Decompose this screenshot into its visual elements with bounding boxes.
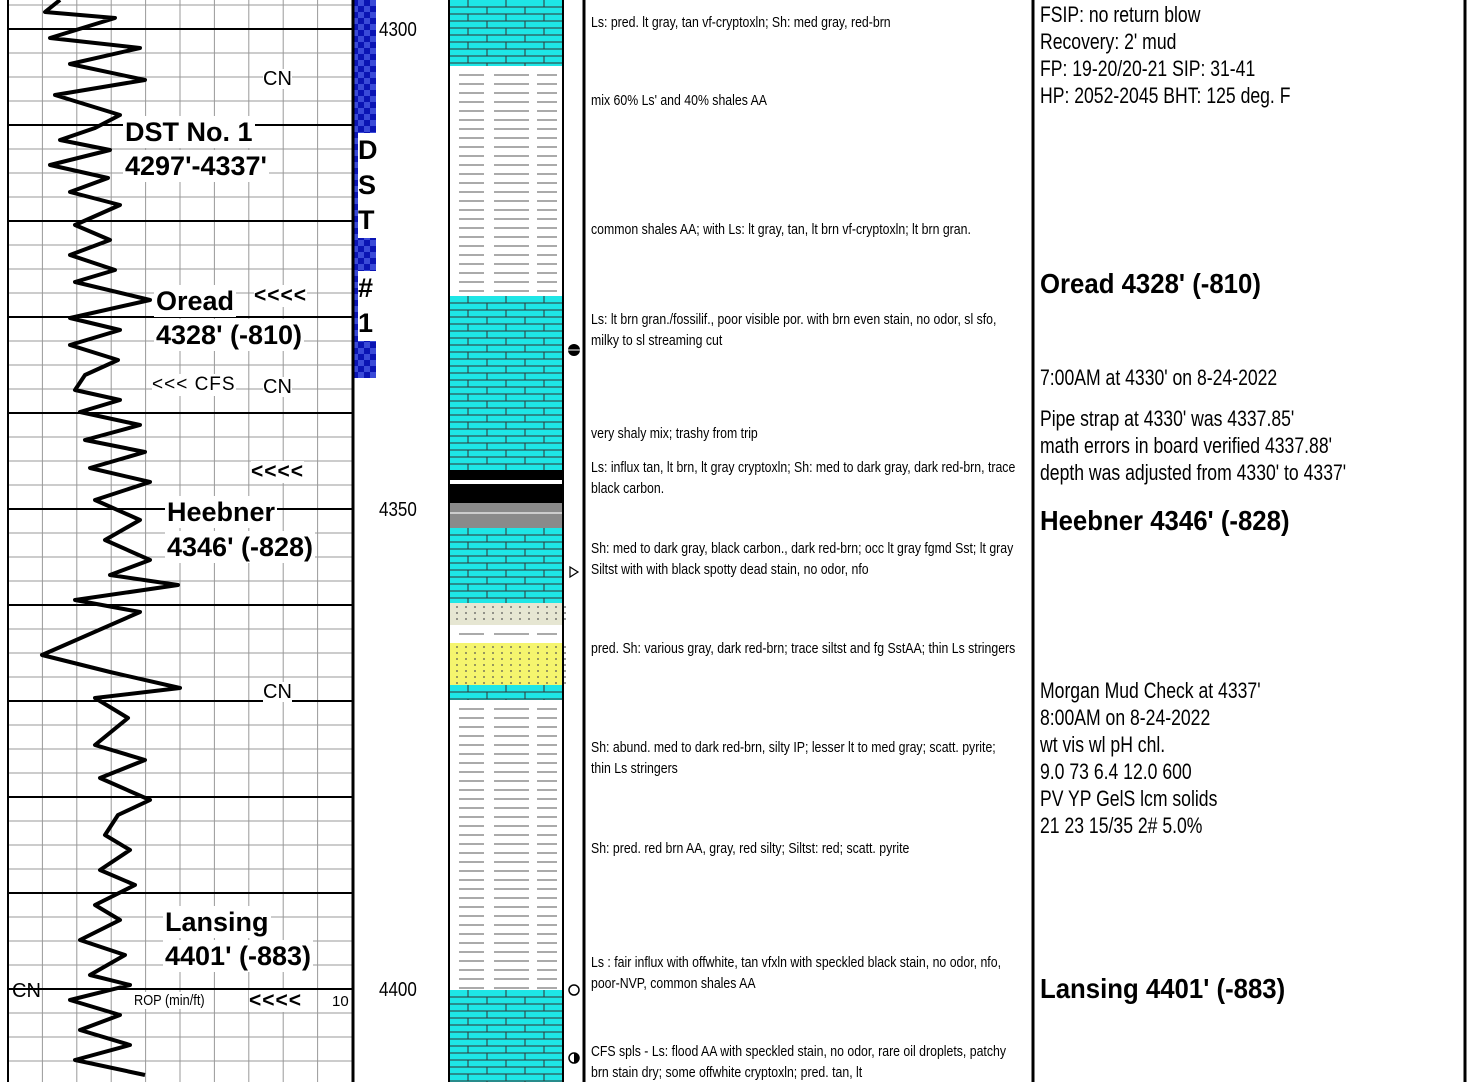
dst-cell bbox=[370, 360, 376, 366]
lith-desc-10: Sh: pred. red brn AA, gray, red silty; Siltst: red; scatt. pyrite bbox=[591, 840, 910, 857]
lith-segment-sandstone bbox=[449, 643, 563, 685]
dst-cell bbox=[358, 90, 364, 96]
dst-cell bbox=[364, 354, 370, 360]
dst-cell bbox=[364, 12, 370, 18]
sand-dot bbox=[537, 606, 539, 608]
sand-dot bbox=[492, 676, 494, 678]
dst-cell bbox=[358, 348, 364, 354]
sand-dot bbox=[528, 682, 530, 684]
dst-result-4: HP: 2052-2045 BHT: 125 deg. F bbox=[1040, 83, 1291, 108]
dst-letter-1: 1 bbox=[358, 306, 380, 341]
sand-dot bbox=[555, 612, 557, 614]
heebner-name: Heebner bbox=[167, 497, 276, 527]
sand-dot bbox=[474, 618, 476, 620]
heebner-arrows: <<<< bbox=[251, 460, 305, 483]
dst-cell bbox=[370, 126, 376, 132]
sand-dot bbox=[528, 676, 530, 678]
dst-cell bbox=[370, 342, 376, 348]
lith-segment-shale bbox=[449, 66, 563, 296]
dst-cell bbox=[364, 120, 370, 126]
sand-dot bbox=[564, 664, 566, 666]
mud-check-3: wt vis wl pH chl. bbox=[1040, 732, 1166, 757]
dst-cell bbox=[358, 246, 364, 252]
dst-cell bbox=[364, 348, 370, 354]
cn-label-2: CN bbox=[263, 376, 292, 398]
lith-segment-shale bbox=[449, 700, 563, 990]
sand-dot bbox=[492, 612, 494, 614]
sand-dot bbox=[483, 664, 485, 666]
remark-oread-top: Oread 4328' (-810) bbox=[1040, 268, 1261, 299]
lansing-arrows: <<<< bbox=[249, 989, 303, 1012]
sand-dot bbox=[474, 670, 476, 672]
dst-cell bbox=[364, 84, 370, 90]
dst-letter-s: S bbox=[358, 168, 380, 203]
remark-lansing-top: Lansing 4401' (-883) bbox=[1040, 973, 1286, 1004]
sand-dot bbox=[555, 682, 557, 684]
sand-dot bbox=[456, 670, 458, 672]
sand-dot bbox=[519, 612, 521, 614]
sand-dot bbox=[492, 682, 494, 684]
lith-segment-carbon bbox=[449, 470, 563, 503]
sand-dot bbox=[492, 646, 494, 648]
lith-desc-8: pred. Sh: various gray, dark red-brn; trace siltst and fg SstAA; thin Ls stringers bbox=[591, 640, 1016, 657]
dst-cell bbox=[358, 60, 364, 66]
lith-desc-4: Ls: lt brn gran./fossilif., poor visible por. with brn even stain, no odor, sl sfo, milky to sl streaming cut bbox=[591, 311, 997, 349]
dst-cell bbox=[358, 30, 364, 36]
depth-label-4400: 4400 bbox=[379, 979, 417, 1001]
sand-dot bbox=[564, 618, 566, 620]
sand-dot bbox=[474, 664, 476, 666]
lith-desc-11: Ls : fair influx with offwhite, tan vfxln with speckled black stain, no odor, nfo, poor-NVP, common shales AA bbox=[591, 954, 1001, 992]
dst-cell bbox=[370, 12, 376, 18]
sand-dot bbox=[537, 612, 539, 614]
sand-dot bbox=[474, 652, 476, 654]
mud-check-6: 21 23 15/35 2# 5.0% bbox=[1040, 813, 1203, 838]
sand-dot bbox=[510, 676, 512, 678]
sand-dot bbox=[564, 612, 566, 614]
sand-dot bbox=[474, 682, 476, 684]
sand-dot bbox=[501, 618, 503, 620]
dst-cell bbox=[370, 96, 376, 102]
dst-cell bbox=[364, 252, 370, 258]
sand-dot bbox=[483, 676, 485, 678]
dst-cell bbox=[370, 18, 376, 24]
sand-dot bbox=[564, 682, 566, 684]
dst-cell bbox=[364, 258, 370, 264]
dst-cell bbox=[370, 240, 376, 246]
sand-dot bbox=[528, 652, 530, 654]
sand-dot bbox=[456, 676, 458, 678]
rop-scale-max: 10 bbox=[332, 993, 349, 1010]
dst-cell bbox=[370, 30, 376, 36]
sand-dot bbox=[465, 682, 467, 684]
sand-dot bbox=[528, 646, 530, 648]
dst-cell bbox=[364, 360, 370, 366]
sand-dot bbox=[474, 676, 476, 678]
sand-dot bbox=[510, 618, 512, 620]
depth-label-4300: 4300 bbox=[379, 19, 417, 41]
sand-dot bbox=[564, 652, 566, 654]
sand-dot bbox=[555, 618, 557, 620]
sand-dot bbox=[555, 676, 557, 678]
lith-segment-gray_shale bbox=[449, 503, 563, 528]
dst-cell bbox=[370, 108, 376, 114]
dst-cell bbox=[358, 252, 364, 258]
dst-label: DST No. 1 bbox=[125, 117, 253, 147]
sand-dot bbox=[555, 606, 557, 608]
dst-cell bbox=[364, 264, 370, 270]
dst-cell bbox=[370, 102, 376, 108]
sand-dot bbox=[519, 652, 521, 654]
mud-check-2: 8:00AM on 8-24-2022 bbox=[1040, 705, 1211, 730]
dst-cell bbox=[370, 246, 376, 252]
sand-dot bbox=[474, 612, 476, 614]
sand-dot bbox=[528, 606, 530, 608]
dst-cell bbox=[358, 108, 364, 114]
dst-cell bbox=[370, 348, 376, 354]
sand-dot bbox=[510, 612, 512, 614]
cn-label-3: CN bbox=[263, 681, 292, 703]
sand-dot bbox=[501, 652, 503, 654]
sand-dot bbox=[501, 646, 503, 648]
sand-dot bbox=[501, 676, 503, 678]
sand-dot bbox=[546, 676, 548, 678]
dst-result-2: Recovery: 2' mud bbox=[1040, 29, 1177, 54]
sand-dot bbox=[492, 670, 494, 672]
dst-cell bbox=[370, 0, 376, 6]
sand-dot bbox=[546, 618, 548, 620]
dst-cell bbox=[370, 42, 376, 48]
dst-cell bbox=[370, 66, 376, 72]
dst-letter-hash: # bbox=[358, 271, 380, 306]
sand-dot bbox=[456, 664, 458, 666]
mud-check-4: 9.0 73 6.4 12.0 600 bbox=[1040, 759, 1192, 784]
lith-desc-3: common shales AA; with Ls: lt gray, tan, lt brn vf-cryptoxln; lt brn gran. bbox=[591, 221, 971, 238]
dst-cell bbox=[370, 72, 376, 78]
sand-dot bbox=[546, 612, 548, 614]
sand-dot bbox=[546, 670, 548, 672]
sand-dot bbox=[546, 652, 548, 654]
sand-dot bbox=[519, 664, 521, 666]
dst-cell bbox=[370, 54, 376, 60]
dst-cell bbox=[370, 84, 376, 90]
dst-cell bbox=[364, 114, 370, 120]
dst-cell bbox=[364, 78, 370, 84]
sand-dot bbox=[501, 612, 503, 614]
sand-dot bbox=[501, 664, 503, 666]
sand-dot bbox=[537, 682, 539, 684]
dst-cell bbox=[364, 0, 370, 6]
dst-cell bbox=[364, 24, 370, 30]
sand-dot bbox=[492, 652, 494, 654]
sand-dot bbox=[537, 618, 539, 620]
cfs-marker: <<< CFS bbox=[152, 374, 236, 395]
lith-desc-12: CFS spls - Ls: flood AA with speckled stain, no odor, rare oil droplets, patchy brn stain dry; some offwhite cryptoxln; pred. tan, lt bbox=[591, 1043, 1006, 1081]
dst-cell bbox=[364, 372, 370, 378]
lith-desc-7: Sh: med to dark gray, black carbon., dark red-brn; occ lt gray fgmd Sst; lt gray Siltst with with black spotty dead stain, no odor, nfo bbox=[591, 540, 1014, 578]
sand-dot bbox=[483, 612, 485, 614]
dst-cell bbox=[364, 90, 370, 96]
dst-cell bbox=[370, 6, 376, 12]
sand-dot bbox=[501, 670, 503, 672]
dst-cell bbox=[364, 108, 370, 114]
sand-dot bbox=[465, 670, 467, 672]
sand-dot bbox=[519, 618, 521, 620]
sand-dot bbox=[546, 606, 548, 608]
dst-cell bbox=[364, 18, 370, 24]
dst-cell bbox=[358, 78, 364, 84]
lith-desc-6: Ls: influx tan, lt brn, lt gray cryptoxln; Sh: med to dark gray, dark red-brn, trace black carbon. bbox=[591, 459, 1016, 497]
dst-cell bbox=[370, 24, 376, 30]
sand-dot bbox=[510, 606, 512, 608]
sand-dot bbox=[501, 682, 503, 684]
dst-cell bbox=[358, 126, 364, 132]
sand-dot bbox=[528, 664, 530, 666]
lith-desc-9: Sh: abund. med to dark red-brn, silty IP; lesser lt to med gray; scatt. pyrite; thin Ls stringers bbox=[591, 739, 996, 777]
sand-dot bbox=[465, 676, 467, 678]
dst-cell bbox=[358, 96, 364, 102]
dst-cell bbox=[364, 6, 370, 12]
dst-cell bbox=[370, 78, 376, 84]
sand-dot bbox=[528, 618, 530, 620]
remark-heebner-top: Heebner 4346' (-828) bbox=[1040, 505, 1290, 536]
sand-dot bbox=[483, 670, 485, 672]
dst-letter-d: D bbox=[358, 133, 380, 168]
dst-cell bbox=[370, 354, 376, 360]
sand-dot bbox=[465, 646, 467, 648]
mud-check-1: Morgan Mud Check at 4337' bbox=[1040, 678, 1261, 703]
mud-check-5: PV YP GelS lcm solids bbox=[1040, 786, 1218, 811]
sand-dot bbox=[564, 658, 566, 660]
dst-cell bbox=[358, 24, 364, 30]
sand-dot bbox=[492, 658, 494, 660]
sand-dot bbox=[528, 612, 530, 614]
sand-dot bbox=[474, 646, 476, 648]
sand-dot bbox=[456, 652, 458, 654]
dst-cell bbox=[370, 366, 376, 372]
sand-dot bbox=[510, 664, 512, 666]
dst-result-1: FSIP: no return blow bbox=[1040, 2, 1201, 27]
dst-cell bbox=[358, 42, 364, 48]
lith-desc-5: very shaly mix; trashy from trip bbox=[591, 425, 758, 442]
dst-cell bbox=[358, 18, 364, 24]
dst-cell bbox=[358, 36, 364, 42]
sand-dot bbox=[546, 682, 548, 684]
sand-dot bbox=[546, 646, 548, 648]
dst-cell bbox=[364, 48, 370, 54]
sand-dot bbox=[510, 682, 512, 684]
sand-dot bbox=[519, 658, 521, 660]
sand-dot bbox=[510, 652, 512, 654]
lithology-symbols bbox=[567, 344, 581, 1063]
dst-cell bbox=[358, 114, 364, 120]
cn-label: CN bbox=[263, 68, 292, 90]
oread-name: Oread bbox=[156, 286, 235, 316]
sand-dot bbox=[537, 658, 539, 660]
sand-dot bbox=[510, 646, 512, 648]
dst-cell bbox=[358, 48, 364, 54]
sand-dot bbox=[465, 618, 467, 620]
dst-cell bbox=[358, 0, 364, 6]
oread-tops: 4328' (-810) bbox=[156, 320, 303, 350]
sand-dot bbox=[519, 646, 521, 648]
sand-dot bbox=[483, 682, 485, 684]
sand-dot bbox=[474, 658, 476, 660]
dst-cell bbox=[370, 264, 376, 270]
dst-cell bbox=[358, 360, 364, 366]
sand-dot bbox=[528, 658, 530, 660]
dst-cell bbox=[358, 120, 364, 126]
sand-dot bbox=[555, 658, 557, 660]
sand-dot bbox=[492, 606, 494, 608]
sand-dot bbox=[510, 670, 512, 672]
dst-cell bbox=[364, 42, 370, 48]
dst-cell bbox=[364, 126, 370, 132]
dst-cell bbox=[358, 372, 364, 378]
lith-segment-limestone bbox=[449, 528, 563, 603]
dst-cell bbox=[370, 372, 376, 378]
dst-cell bbox=[364, 240, 370, 246]
sand-dot bbox=[474, 606, 476, 608]
lith-desc-2: mix 60% Ls' and 40% shales AA bbox=[591, 92, 768, 109]
dst-cell bbox=[358, 54, 364, 60]
sand-dot bbox=[483, 652, 485, 654]
sand-dot bbox=[546, 658, 548, 660]
sand-dot bbox=[465, 658, 467, 660]
dst-cell bbox=[358, 6, 364, 12]
sand-dot bbox=[456, 612, 458, 614]
lansing-tops: 4401' (-883) bbox=[165, 941, 312, 971]
dst-cell bbox=[358, 342, 364, 348]
sand-dot bbox=[465, 652, 467, 654]
sand-dot bbox=[456, 682, 458, 684]
sand-dot bbox=[456, 606, 458, 608]
sand-dot bbox=[492, 664, 494, 666]
dst-cell bbox=[358, 84, 364, 90]
sand-dot bbox=[519, 606, 521, 608]
sand-dot bbox=[483, 658, 485, 660]
pipe-strap-3: depth was adjusted from 4330' to 4337' bbox=[1040, 460, 1347, 485]
sand-dot bbox=[537, 664, 539, 666]
sand-dot bbox=[555, 652, 557, 654]
dst-cell bbox=[358, 102, 364, 108]
sand-dot bbox=[546, 664, 548, 666]
sand-dot bbox=[483, 618, 485, 620]
dst-cell bbox=[370, 252, 376, 258]
dst-cell bbox=[364, 30, 370, 36]
dst-cell bbox=[358, 264, 364, 270]
dst-cell bbox=[358, 258, 364, 264]
lith-desc-1: Ls: pred. lt gray, tan vf-cryptoxln; Sh: med gray, red-brn bbox=[591, 14, 891, 31]
lithology-column bbox=[449, 0, 566, 1082]
sand-dot bbox=[465, 612, 467, 614]
lansing-name: Lansing bbox=[165, 907, 269, 937]
dst-cell bbox=[370, 258, 376, 264]
dst-interval: 4297'-4337' bbox=[125, 151, 267, 181]
sand-dot bbox=[555, 670, 557, 672]
sand-dot bbox=[564, 670, 566, 672]
sand-dot bbox=[501, 658, 503, 660]
dst-cell bbox=[364, 366, 370, 372]
dst-cell bbox=[358, 354, 364, 360]
dst-cell bbox=[370, 90, 376, 96]
sand-dot bbox=[510, 658, 512, 660]
cn-scale-label: CN bbox=[12, 980, 41, 1002]
sand-dot bbox=[456, 618, 458, 620]
sand-dot bbox=[528, 670, 530, 672]
dst-cell bbox=[358, 66, 364, 72]
sand-dot bbox=[564, 606, 566, 608]
dst-cell bbox=[364, 96, 370, 102]
stain-symbol bbox=[569, 985, 579, 995]
dst-cell bbox=[364, 60, 370, 66]
sand-dot bbox=[483, 646, 485, 648]
dst-cell bbox=[358, 72, 364, 78]
pipe-strap-2: math errors in board verified 4337.88' bbox=[1040, 433, 1332, 458]
dst-cell bbox=[364, 342, 370, 348]
sand-dot bbox=[564, 646, 566, 648]
sand-dot bbox=[555, 646, 557, 648]
dst-cell bbox=[370, 120, 376, 126]
dst-cell bbox=[364, 54, 370, 60]
dst-cell bbox=[358, 12, 364, 18]
sand-dot bbox=[537, 646, 539, 648]
sand-dot bbox=[519, 670, 521, 672]
dst-cell bbox=[364, 36, 370, 42]
sand-dot bbox=[456, 646, 458, 648]
dst-cell bbox=[358, 366, 364, 372]
oread-arrows: <<<< bbox=[254, 284, 308, 307]
dst-cell bbox=[358, 240, 364, 246]
sand-dot bbox=[465, 664, 467, 666]
heebner-tops: 4346' (-828) bbox=[167, 532, 314, 562]
depth-label-4350: 4350 bbox=[379, 499, 417, 521]
dst-cell bbox=[370, 114, 376, 120]
dst-cell bbox=[364, 72, 370, 78]
sand-dot bbox=[537, 670, 539, 672]
dst-cell bbox=[370, 48, 376, 54]
dst-cell bbox=[364, 66, 370, 72]
dst-result-3: FP: 19-20/20-21 SIP: 31-41 bbox=[1040, 56, 1256, 81]
pipe-strap-1: Pipe strap at 4330' was 4337.85' bbox=[1040, 406, 1295, 431]
dst-cell bbox=[364, 102, 370, 108]
dst-cell bbox=[364, 246, 370, 252]
carbon-band bbox=[449, 480, 563, 484]
sand-dot bbox=[483, 606, 485, 608]
dead-stain-symbol bbox=[570, 567, 578, 577]
sand-dot bbox=[564, 676, 566, 678]
sand-dot bbox=[519, 676, 521, 678]
dst-letter-t: T bbox=[358, 203, 380, 238]
sand-dot bbox=[519, 682, 521, 684]
dst-cell bbox=[370, 36, 376, 42]
sand-dot bbox=[492, 618, 494, 620]
sand-dot bbox=[456, 658, 458, 660]
sand-dot bbox=[501, 606, 503, 608]
rop-scale-label: ROP (min/ft) bbox=[134, 992, 205, 1009]
sand-dot bbox=[537, 652, 539, 654]
sand-dot bbox=[537, 676, 539, 678]
sand-dot bbox=[465, 606, 467, 608]
remark-time-note: 7:00AM at 4330' on 8-24-2022 bbox=[1040, 365, 1278, 390]
dst-cell bbox=[370, 60, 376, 66]
sand-dot bbox=[555, 664, 557, 666]
